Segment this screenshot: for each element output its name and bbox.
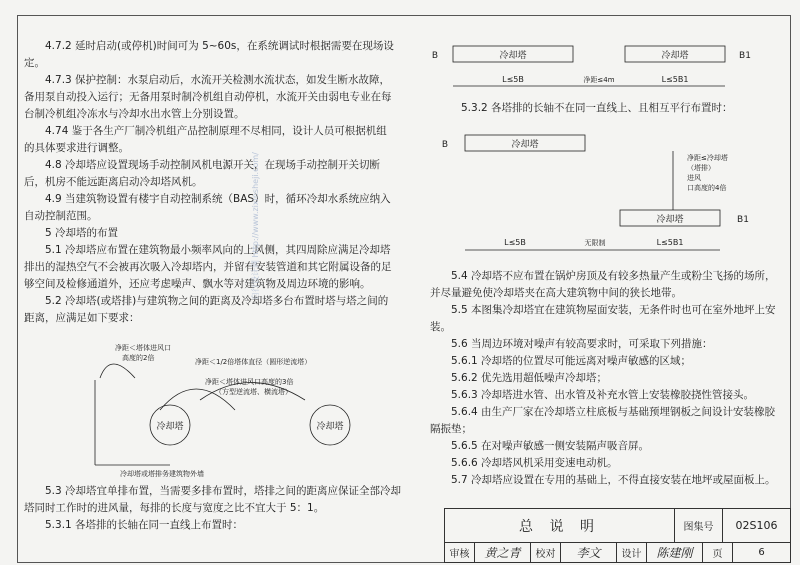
fig52-tower1: 冷却塔	[156, 422, 184, 432]
para-5-6-6: 5.6.6 冷却塔风机采用变速电动机。	[451, 457, 618, 469]
design-signature: 陈建刚	[647, 543, 703, 563]
para-5-6-5: 5.6.5 在对噪声敏感一侧安装隔声吸音屏。	[451, 440, 650, 452]
fig52-label-a: 净距＜塔体进风口	[115, 344, 171, 352]
para-5-3-2-block	[440, 100, 780, 117]
design-label: 设计	[617, 543, 647, 563]
title-block	[444, 508, 791, 563]
fig531-len2: L≤5B1	[661, 75, 689, 84]
para-5-3-1: 5.3.1 各塔排的长轴在同一直线上布置时：	[45, 519, 244, 531]
para-5-3: 5.3 冷却塔宜单排布置，当需要多排布置时，塔排之间的距离应保证全部冷却塔同时工作时的进风量，每排的长度与宽度之比不宜大于 5：1。	[24, 485, 402, 514]
fig52-label-a2: 高度的2倍	[122, 354, 155, 362]
fig532-len2: L≤5B1	[656, 238, 684, 247]
fig531-gap: 净距≤4m	[583, 76, 615, 84]
fig532-vlabel1: 净距≤冷却塔	[687, 154, 728, 162]
review-label: 审核	[445, 543, 475, 563]
figure-5-3-1	[425, 38, 785, 108]
fig532-vlabel3: 进风	[687, 174, 701, 182]
heading-5: 5 冷却塔的布置	[45, 227, 119, 239]
para-4-7-4: 4.74 鉴于各生产厂制冷机组产品控制原理不尽相同，设计人员可根据机组的具体要求进行调整。	[24, 125, 387, 154]
fig531-b1: B1	[739, 51, 751, 61]
right-column	[430, 268, 780, 489]
para-4-7-3: 4.7.3 保护控制：水泵启动后，水流开关检测水流状态，如发生断水故障，备用泵自动投入运行；无备用泵时制冷机组自动停机，水流开关由弱电专业在每台制冷机组冷冻水与冷却水出水管上分别设置。	[24, 74, 392, 120]
fig532-tower1-label: 冷却塔	[511, 140, 539, 150]
fig532-nolimit: 无限制	[584, 239, 606, 247]
para-5-6-2: 5.6.2 优先选用超低噪声冷却塔；	[451, 372, 608, 384]
fig532-b1: B1	[737, 215, 749, 225]
para-5-4: 5.4 冷却塔不应布置在锅炉房顶及有较多热量产生或粉尘飞扬的场所，并尽量避免使冷却塔夹在高大建筑物中间的狭长地带。	[430, 270, 776, 299]
fig52-label-c: 净距＜塔体进风口高度的3倍	[205, 378, 294, 386]
left-column	[24, 38, 396, 327]
page-number: 6	[733, 543, 791, 563]
fig52-label-c2: （方型逆流塔、横流塔）	[215, 388, 292, 396]
fig52-label-b: 净距＜1/2倍塔体直径（圆形逆流塔）	[195, 358, 312, 366]
fig532-tower2-label: 冷却塔	[656, 215, 684, 225]
para-4-9: 4.9 当建筑物设置有楼宇自动控制系统（BAS）时，循环冷却水系统应纳入自动控制范围。	[24, 193, 391, 222]
drawing-title: 总 说 明	[445, 509, 675, 543]
para-5-6-1: 5.6.1 冷却塔的位置尽可能远离对噪声敏感的区域；	[451, 355, 692, 367]
figure-5-3-2	[425, 125, 785, 260]
fig531-tower2-label: 冷却塔	[661, 51, 689, 61]
para-5-7: 5.7 冷却塔应设置在专用的基础上，不得直接安装在地坪或屋面板上。	[451, 474, 776, 486]
para-5-2: 5.2 冷却塔(或塔排)与建筑物之间的距离及冷却塔多台布置时塔与塔之间的距离，应满足如下要求：	[24, 295, 389, 324]
fig532-b: B	[441, 140, 449, 150]
para-4-8: 4.8 冷却塔应设置现场手动控制风机电源开关，在现场手动控制开关切断后，机房不能远距离启动冷却塔风机。	[24, 159, 381, 188]
fig531-tower1-label: 冷却塔	[499, 51, 527, 61]
fig531-b: B	[431, 51, 439, 61]
check-signature: 李文	[561, 543, 617, 563]
atlas-label: 图集号	[675, 509, 723, 543]
para-4-7-2: 4.7.2 延时启动(或停机)时间可为 5~60s，在系统调试时根据需要在现场设定。	[24, 40, 394, 69]
fig532-vlabel2: （塔排）	[687, 164, 715, 172]
fig532-len1: L≤5B	[504, 238, 526, 247]
para-5-1: 5.1 冷却塔应布置在建筑物最小频率风向的上风侧，其四周除应满足冷却塔排出的湿热空气不会被再次吸入冷却塔内，并留有安装管道和其它附属设备的足够空间及检修通道外，还应考虑噪声、飘水等对建筑物及周边环境的影响。	[24, 244, 392, 290]
para-5-5: 5.5 本图集冷却塔宜在建筑物屋面安装，无条件时也可在室外地坪上安装。	[430, 304, 776, 333]
figure-5-2	[90, 340, 410, 480]
left-bottom	[24, 483, 404, 534]
fig531-len1: L≤5B	[502, 75, 524, 84]
check-label: 校对	[531, 543, 561, 563]
review-signature: 黄之青	[475, 543, 531, 563]
fig52-tower2: 冷却塔	[316, 422, 344, 432]
page-label: 页	[703, 543, 733, 563]
atlas-number: 02S106	[723, 509, 791, 543]
para-5-6: 5.6 当周边环境对噪声有较高要求时，可采取下列措施：	[451, 338, 713, 350]
para-5-6-4: 5.6.4 由生产厂家在冷却塔立柱底板与基础预埋钢板之间设计安装橡胶隔振垫；	[430, 406, 776, 435]
para-5-3-2: 5.3.2 各塔排的长轴不在同一直线上、且相互平行布置时：	[461, 102, 733, 114]
watermark: 自行设计网 http://www.zixinsheji.com/	[251, 152, 260, 300]
fig52-ground-label: 冷却塔或塔排务建筑物外墙	[120, 470, 204, 478]
para-5-6-3: 5.6.3 冷却塔进水管、出水管及补充水管上安装橡胶挠性管接头。	[451, 389, 755, 401]
fig52-arc-a	[100, 364, 135, 378]
fig532-vlabel4: 口高度的4倍	[687, 184, 727, 192]
